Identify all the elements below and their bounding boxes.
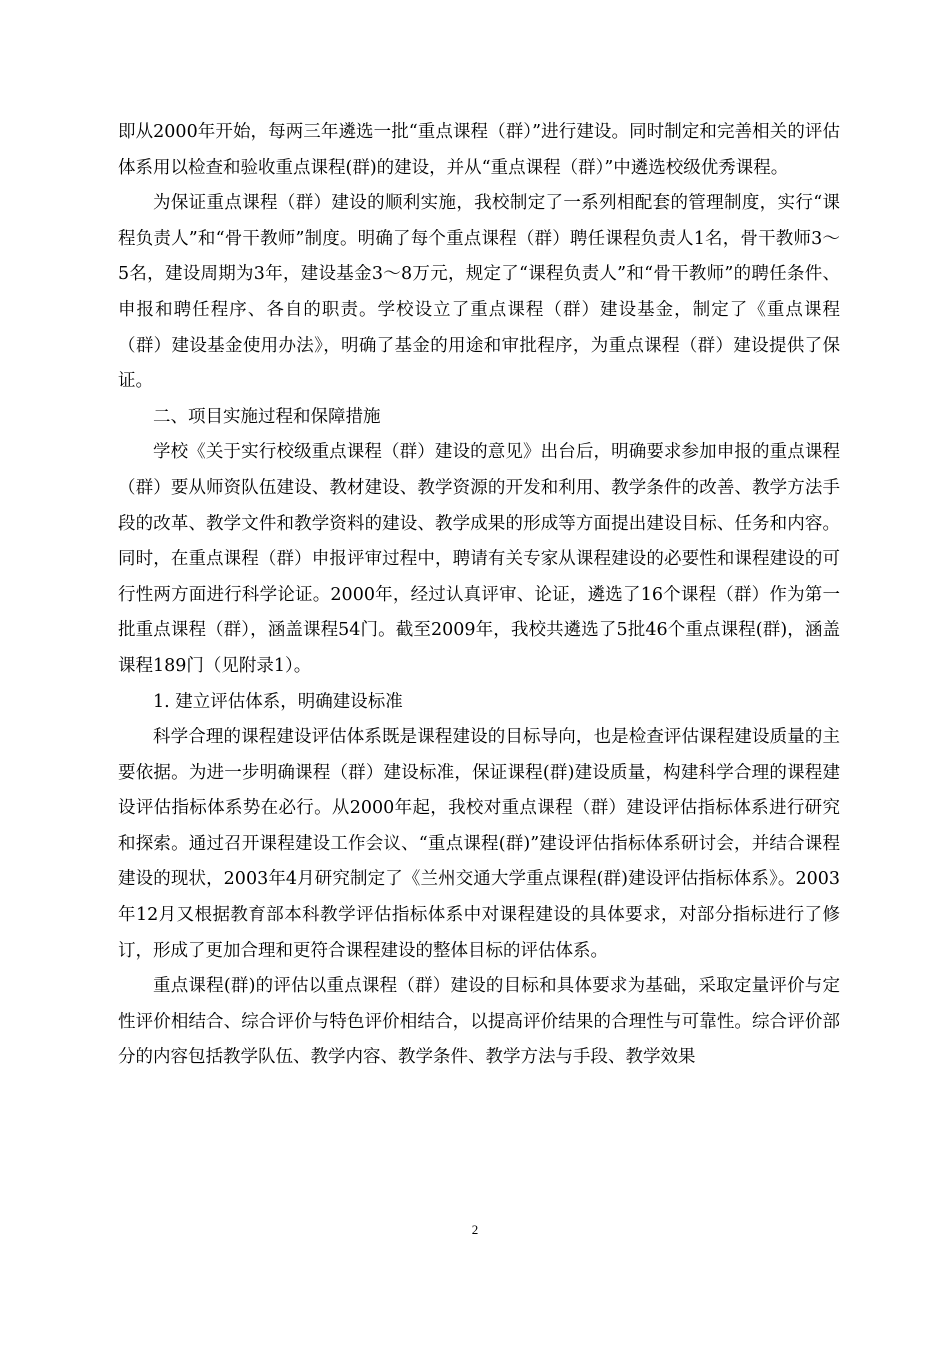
paragraph-evaluation-system: 科学合理的课程建设评估体系既是课程建设的目标导向，也是检查评估课程建设质量的主要依据。为进一步明确课程（群）建设标准，保证课程(群)建设质量，构建科学合理的课程建设评估指标体系势在必行。从2000年起，我校对重点课程（群）建设评估指标体系进行研究和探索。通过召开课程建设工作会议、“重点课程(群)”建设评估指标体系研讨会，并结合课程建设的现状，2003年4月研究制定了《兰州交通大学重点课程(群)建设评估指标体系》。2003年12月又根据教育部本科教学评估指标体系中对课程建设的具体要求，对部分指标进行了修订，形成了更加合理和更符合课程建设的整体目标的评估体系。 bbox=[118, 727, 840, 961]
paragraph-evaluation-method: 重点课程(群)的评估以重点课程（群）建设的目标和具体要求为基础，采取定量评价与定性评价相结合、综合评价与特色评价相结合，以提高评价结果的合理性与可靠性。综合评价部分的内容包括教学队伍、教学内容、教学条件、教学方法与手段、教学效果 bbox=[118, 976, 840, 1068]
paragraph-continuation: 即从2000年开始，每两三年遴选一批“重点课程（群）”进行建设。同时制定和完善相关的评估体系用以检查和验收重点课程(群)的建设，并从“重点课程（群）”中遴选校级优秀课程。 bbox=[118, 122, 840, 178]
page-number: 2 bbox=[471, 1222, 479, 1237]
document-page bbox=[118, 115, 840, 1076]
paragraph-application-review: 学校《关于实行校级重点课程（群）建设的意见》出台后，明确要求参加申报的重点课程（群）要从师资队伍建设、教材建设、教学资源的开发和利用、教学条件的改善、教学方法手段的改革、教学文件和教学资料的建设、教学成果的形成等方面提出建设目标、任务和内容。同时，在重点课程（群）申报评审过程中，聘请有关专家从课程建设的必要性和课程建设的可行性两方面进行科学论证。2000年，经过认真评审、论证，遴选了16个课程（群）作为第一批重点课程（群），涵盖课程54门。截至2009年，我校共遴选了5批46个重点课程(群)，涵盖课程189门（见附录1）。 bbox=[118, 442, 840, 676]
subsection-heading-evaluation-system: 1. 建立评估体系，明确建设标准 bbox=[153, 691, 403, 712]
paragraph-management-system: 为保证重点课程（群）建设的顺利实施，我校制定了一系列相配套的管理制度，实行“课程负责人”和“骨干教师”制度。明确了每个重点课程（群）聘任课程负责人1名，骨干教师3～5名，建设周期为3年，建设基金3～8万元，规定了“课程负责人”和“骨干教师”的聘任条件、申报和聘任程序、各自的职责。学校设立了重点课程（群）建设基金，制定了《重点课程（群）建设基金使用办法》，明确了基金的用途和审批程序，为重点课程（群）建设提供了保证。 bbox=[118, 193, 840, 392]
section-heading-implementation: 二、项目实施过程和保障措施 bbox=[153, 406, 381, 427]
